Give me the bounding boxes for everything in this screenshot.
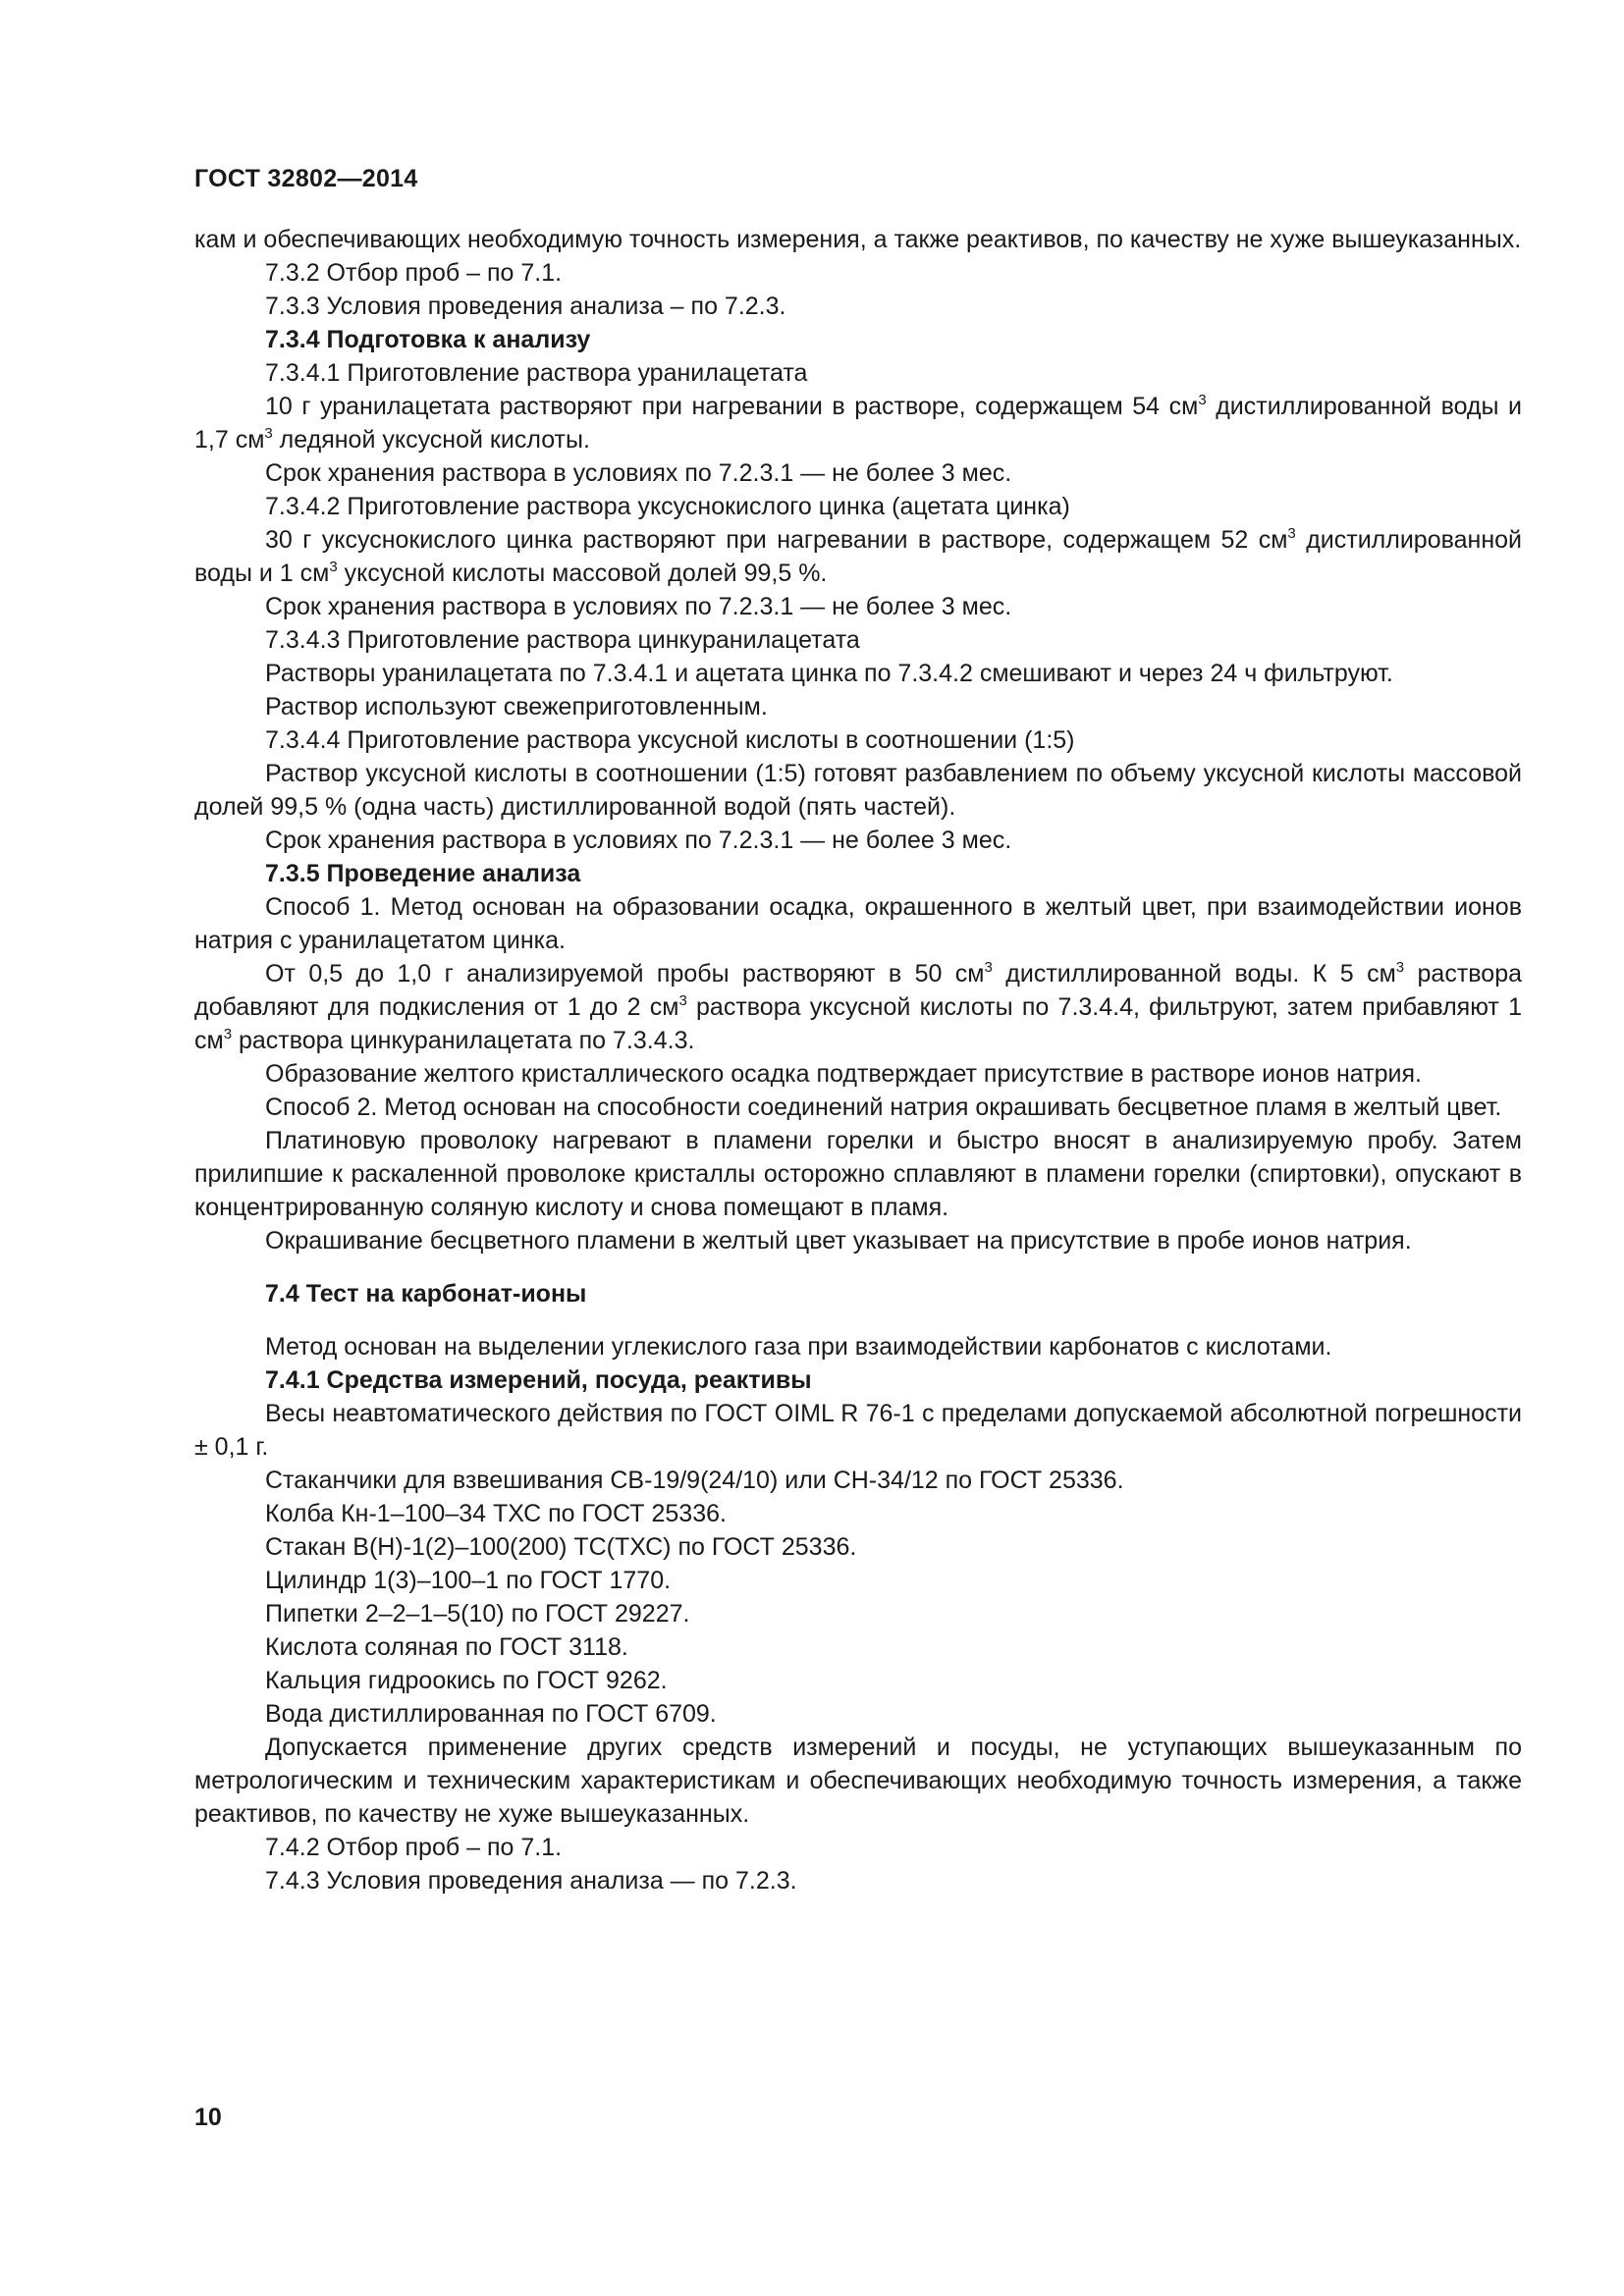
text-fragment: дистиллированной воды и 1 см	[194, 526, 1522, 587]
superscript: 3	[223, 1026, 233, 1042]
superscript: 3	[1198, 392, 1207, 408]
equipment-pipettes: Пипетки 2–2–1–5(10) по ГОСТ 29227.	[265, 1600, 690, 1628]
method-1-procedure	[194, 957, 1522, 1057]
clause-7-3-2: 7.3.2 Отбор проб – по 7.1.	[265, 259, 563, 287]
heading-7-3-4: 7.3.4 Подготовка к анализу	[265, 326, 591, 353]
document-body	[194, 223, 1522, 1897]
alternatives-note: Допускается применение других средств измерений и посуды, не уступающих вышеуказанным по метрологическим и техническим характеристикам и обеспечивающих необходимую точность измерения, а также реактивов, по качеству не хуже вышеуказанных.	[194, 1734, 1522, 1828]
method-2-description: Способ 2. Метод основан на способности соединений натрия окрашивать бесцветное пламя в желтый цвет.	[265, 1094, 1502, 1121]
text-fragment: раствора добавляют для подкисления от 1 до 2 см	[194, 960, 1522, 1021]
text-fragment: раствора цинкуранилацетата по 7.3.4.3.	[232, 1027, 695, 1054]
equipment-weighing-cups: Стаканчики для взвешивания СВ-19/9(24/10) или СН-34/12 по ГОСТ 25336.	[265, 1467, 1124, 1494]
clause-7-4-3: 7.4.3 Условия проведения анализа — по 7.2.3.	[265, 1867, 797, 1895]
fresh-solution-note: Раствор используют свежеприготовленным.	[265, 693, 768, 721]
clause-7-3-4-4: 7.3.4.4 Приготовление раствора уксусной кислоты в соотношении (1:5)	[265, 726, 1075, 754]
text-fragment: 30 г уксуснокислого цинка растворяют при нагревании в растворе, содержащем 52 см	[265, 526, 1288, 554]
mixing-paragraph: Растворы уранилацетата по 7.3.4.1 и ацетата цинка по 7.3.4.2 смешивают и через 24 ч фильтруют.	[265, 660, 1393, 687]
text-fragment: дистиллированной воды. К 5 см	[992, 960, 1396, 988]
method-1-result: Образование желтого кристаллического осадка подтверждает присутствие в растворе ионов натрия.	[265, 1060, 1422, 1088]
heading-7-3-5: 7.3.5 Проведение анализа	[265, 860, 581, 887]
clause-7-3-4-1: 7.3.4.1 Приготовление раствора уранилацетата	[265, 359, 808, 387]
clause-7-4-2: 7.4.2 Отбор проб – по 7.1.	[265, 1834, 563, 1861]
storage-term: Срок хранения раствора в условиях по 7.2.3.1 — не более 3 мес.	[265, 827, 1012, 854]
heading-7-4-1: 7.4.1 Средства измерений, посуда, реактивы	[265, 1366, 812, 1394]
document-header: ГОСТ 32802—2014	[194, 165, 418, 192]
heading-7-4: 7.4 Тест на карбонат-ионы	[265, 1280, 587, 1308]
equipment-flask: Колба Кн-1–100–34 ТХС по ГОСТ 25336.	[265, 1500, 727, 1527]
text-fragment: 10 г уранилацетата растворяют при нагревании в растворе, содержащем 54 см	[265, 393, 1199, 420]
clause-7-3-4-2: 7.3.4.2 Приготовление раствора уксуснокислого цинка (ацетата цинка)	[265, 493, 1070, 520]
superscript: 3	[264, 425, 273, 442]
equipment-cylinder: Цилиндр 1(3)–100–1 по ГОСТ 1770.	[265, 1567, 672, 1594]
text-fragment: дистиллированной воды и 1,7 см	[194, 393, 1522, 454]
text-fragment: ледяной уксусной кислоты.	[272, 426, 590, 454]
superscript: 3	[329, 559, 338, 575]
paragraph-continuation: кам и обеспечивающих необходимую точность измерения, а также реактивов, по качеству не хуже вышеуказанных.	[194, 226, 1522, 253]
storage-term: Срок хранения раствора в условиях по 7.2.3.1 — не более 3 мес.	[265, 593, 1012, 620]
reagent-distilled-water: Вода дистиллированная по ГОСТ 6709.	[265, 1700, 717, 1728]
uranyl-acetate-preparation	[194, 390, 1522, 456]
zinc-acetate-preparation	[194, 523, 1522, 590]
superscript: 3	[1287, 525, 1296, 542]
storage-term: Срок хранения раствора в условиях по 7.2.3.1 — не более 3 мес.	[265, 459, 1012, 487]
method-1-description: Способ 1. Метод основан на образовании осадка, окрашенного в желтый цвет, при взаимодействии ионов натрия с уранилацетатом цинка.	[194, 893, 1522, 954]
method-2-procedure: Платиновую проволоку нагревают в пламени горелки и быстро вносят в анализируемую пробу. Затем прилипшие к раскаленной проволоке кристаллы осторожно сплавляют в пламени горелки (спиртовки), опускают в концентрированную соляную кислоту и снова помещают в пламя.	[194, 1127, 1522, 1221]
method-2-result: Окрашивание бесцветного пламени в желтый цвет указывает на присутствие в пробе ионов натрия.	[265, 1227, 1412, 1255]
reagent-hydrochloric-acid: Кислота соляная по ГОСТ 3118.	[265, 1633, 628, 1661]
clause-7-3-4-3: 7.3.4.3 Приготовление раствора цинкуранилацетата	[265, 626, 860, 654]
superscript: 3	[984, 959, 993, 976]
equipment-scales: Весы неавтоматического действия по ГОСТ OIML R 76-1 с пределами допускаемой абсолютной погрешности ± 0,1 г.	[194, 1400, 1522, 1461]
method-7-4-description: Метод основан на выделении углекислого газа при взаимодействии карбонатов с кислотами.	[265, 1333, 1332, 1361]
superscript: 3	[678, 992, 687, 1009]
clause-7-3-3: 7.3.3 Условия проведения анализа – по 7.2.3.	[265, 293, 786, 320]
text-fragment: уксусной кислоты массовой долей 99,5 %.	[337, 560, 828, 587]
reagent-calcium-hydroxide: Кальция гидроокись по ГОСТ 9262.	[265, 1667, 668, 1694]
text-fragment: От 0,5 до 1,0 г анализируемой пробы растворяют в 50 см	[265, 960, 985, 988]
page-number: 10	[194, 2104, 222, 2131]
acetic-acid-preparation: Раствор уксусной кислоты в соотношении (1:5) готовят разбавлением по объему уксусной кислоты массовой долей 99,5 % (одна часть) дистиллированной водой (пять частей).	[194, 760, 1522, 821]
text-fragment: раствора уксусной кислоты по 7.3.4.4, фильтруют, затем прибавляют 1 см	[194, 993, 1522, 1054]
equipment-beaker: Стакан В(Н)-1(2)–100(200) ТС(ТХС) по ГОСТ 25336.	[265, 1533, 857, 1561]
superscript: 3	[1395, 959, 1405, 976]
